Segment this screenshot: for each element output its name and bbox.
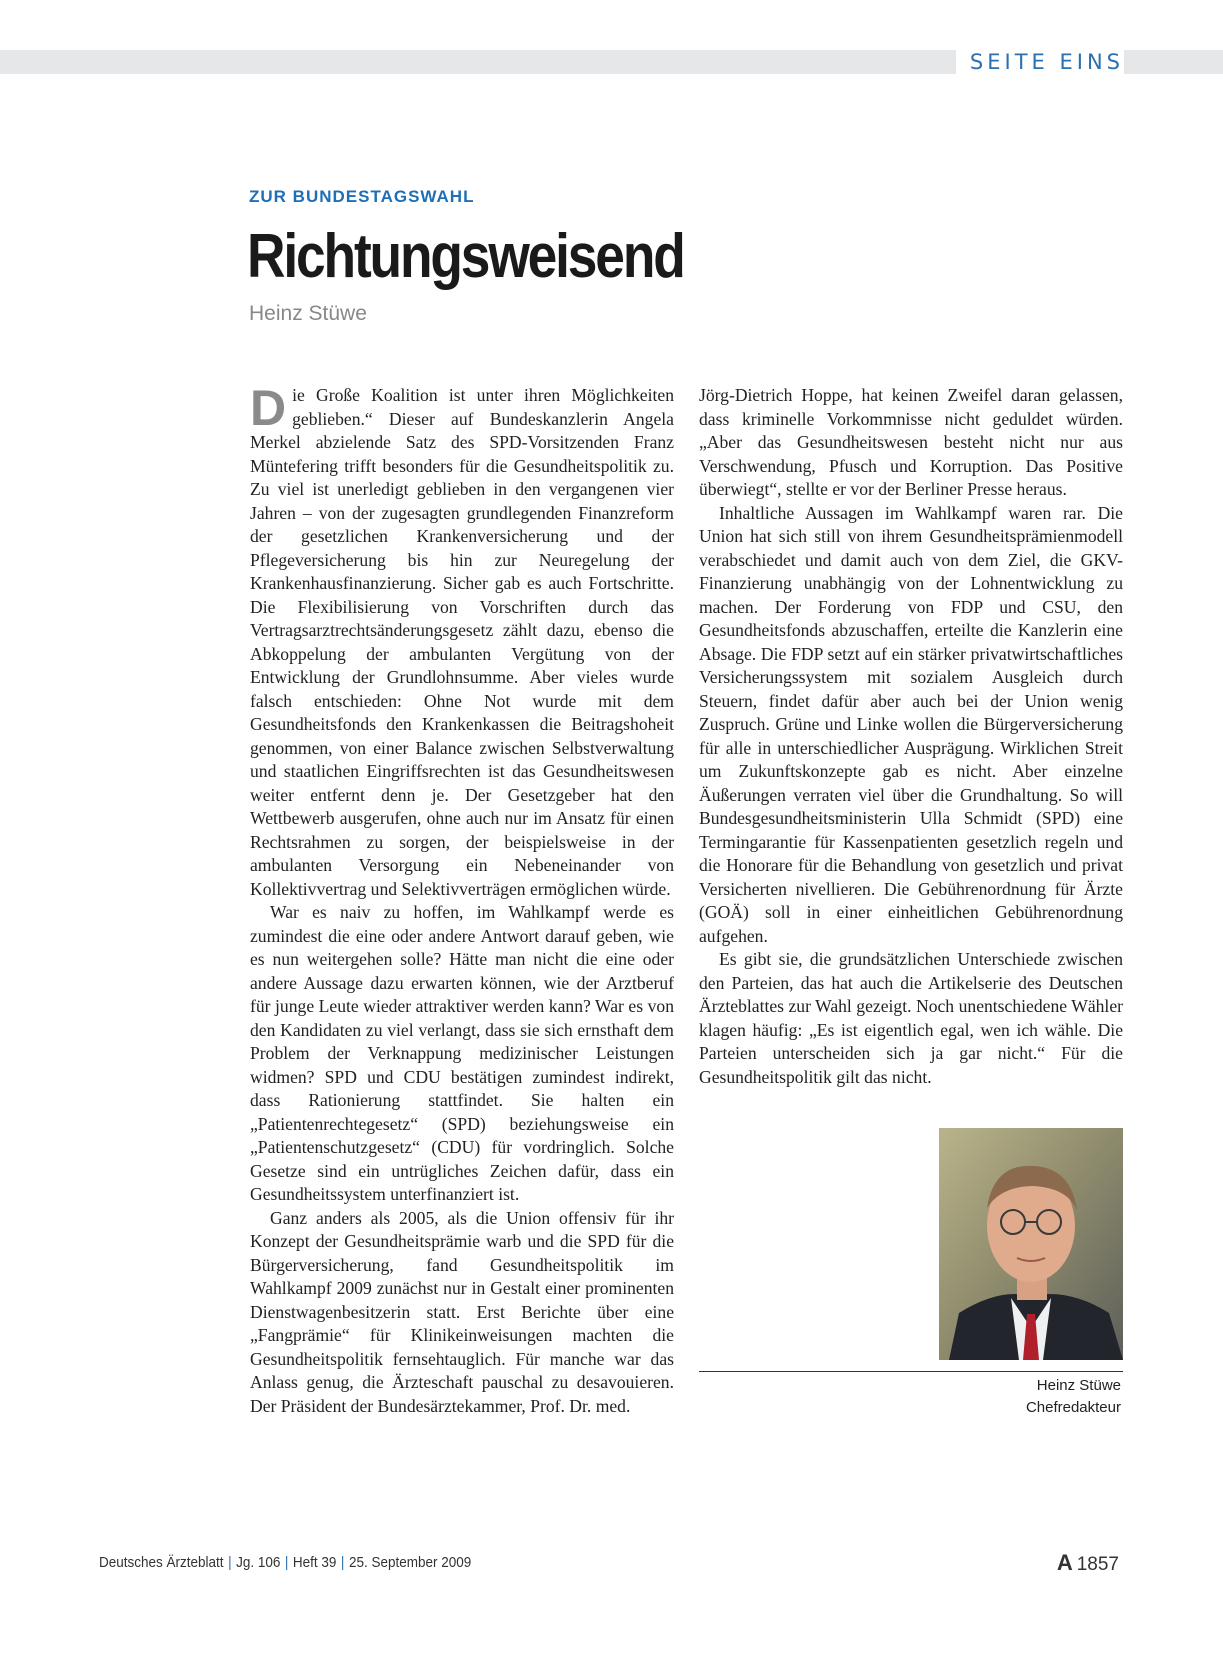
page-number [1057,1550,1119,1576]
caption-name: Heinz Stüwe [1036,1377,1121,1394]
paragraph: Ganz anders als 2005, als die Union offensiv für ihr Konzept der Gesundheitsprämie warb und die SPD für die Bürgerversicherung, fand Gesundheitspolitik im Wahlkampf 2009 zunächst nur in Gestalt einer prominenten Dienstwagenbesitzerin statt. Erst Berichte über eine „Fangprämie“ für Klinikeinweisungen machten die Gesundheitspolitik fernsehtauglich. Für manche war das Anlass genug, die Ärzteschaft pauschal zu desavouieren. Der Präsident der Bundesärztekammer, Prof. Dr. med. [250,1207,674,1416]
footer-publication: Deutsches Ärzteblatt [99,1554,224,1571]
page-number-value: 1857 [1076,1554,1119,1575]
footer-separator: | [340,1554,345,1571]
footer-citation [99,1554,471,1571]
portrait-illustration [939,1128,1123,1360]
caption-role: Chefredakteur [1025,1399,1121,1416]
paragraph: Jörg-Dietrich Hoppe, hat keinen Zweifel daran gelassen, dass kriminelle Vorkommnisse nicht geduldet würden. „Aber das Gesundheitswesen besteht nicht nur aus Verschwendung, Pfusch und Korruption. Das Positive überwiegt“, stellte er vor der Berliner Presse heraus. [699,385,1123,499]
paragraph: War es naiv zu hoffen, im Wahlkampf werde es zumindest die eine oder andere Antwort darauf geben, wie es nun weitergehen solle? Hätte man nicht die eine oder andere Aussage dazu erwarten können, wie der Arztberuf für junge Leute wieder attraktiver werden kann? War es von den Kandidaten zu viel verlangt, dass sie sich ernsthaft dem Problem der Verknappung medizinischer Leistungen widmen? SPD und CDU bestätigen zumindest indirekt, dass Rationierung stattfindet. Sie halten ein „Patientenrechtegesetz“ (SPD) beziehungsweise ein „Patientenschutzgesetz“ (CDU) für vordringlich. Solche Gesetze sind ein untrügliches Zeichen dafür, dass ein Gesundheitssystem unterfinanziert ist. [250,902,674,1204]
photo-caption [1026,1375,1121,1419]
article-headline: Richtungsweisend [247,222,684,291]
paragraph-text: ie Große Koalition ist unter ihren Möglichkeiten geblieben.“ Dieser auf Bundeskanzlerin Angela Merkel abzielende Satz des SPD-Vorsitzenden Franz Müntefering trifft besonders für die Gesundheitspolitik zu. Zu viel ist unerledigt geblieben in den vergangenen vier Jahren – von der zugesagten grundlegenden Finanzreform der gesetzlichen Krankenversicherung und der Pflegeversicherung bis hin zur Neuregelung der Krankenhausfinanzierung. Sicher gab es auch Fortschritte. Die Flexibilisierung von Vorschriften durch das Vertragsarztrechtsänderungsgesetz zählt dazu, ebenso die Abkoppelung der ambulanten Vergütung von der Entwicklung der Grundlohnsumme. Aber vieles wurde falsch entschieden: Ohne Not wurde mit dem Gesundheitsfonds den Krankenkassen die Beitragshoheit genommen, von einer Balance zwischen Selbstverwaltung und staatlichen Eingriffsrechten ist das Gesundheitswesen weiter entfernt denn je. Der Gesetzgeber hat den Wettbewerb ausgerufen, ohne auch nur im Ansatz für einen Rechtsrahmen zu sorgen, der beispielsweise in der ambulanten Versorgung ein Nebeneinander von Kollektivvertrag und Selektivverträgen ermöglichen würde. [250,385,674,899]
footer-issue: Heft 39 [292,1554,337,1571]
footer-separator: | [284,1554,289,1571]
footer-date: 25. September 2009 [348,1554,472,1571]
article-author: Heinz Stüwe [249,302,367,325]
page-prefix: A [1056,1550,1073,1575]
paragraph [250,380,674,901]
footer-separator: | [228,1554,232,1571]
drop-cap: D [250,380,287,436]
footer-volume: Jg. 106 [236,1554,281,1571]
article-column-right [699,384,1123,1089]
article-kicker: ZUR BUNDESTAGSWAHL [249,187,475,206]
article-column-left [250,380,674,1418]
paragraph: Es gibt sie, die grundsätzlichen Unterschiede zwischen den Parteien, das hat auch die Artikelserie des Deutschen Ärzteblattes zur Wahl gezeigt. Noch unentschiedene Wähler klagen häufig: „Es ist eigentlich egal, wen ich wähle. Die Parteien unterscheiden sich ja gar nicht.“ Für die Gesundheitspolitik gilt das nicht. [699,949,1123,1087]
section-label: SEITE EINS [956,47,1124,77]
paragraph: Inhaltliche Aussagen im Wahlkampf waren rar. Die Union hat sich still von ihrem Gesundheitsprämienmodell verabschiedet und damit auch von dem Ziel, die GKV-Finanzierung unabhängig von der Lohnentwicklung zu machen. Der Forderung von FDP und CSU, den Gesundheitsfonds abzuschaffen, erteilte die Kanzlerin eine Absage. Die FDP setzt auf ein stärker privatwirtschaftliches Versicherungssystem mit sozialem Ausgleich durch Steuern, findet dafür aber auch bei der Union wenig Zuspruch. Grüne und Linke wollen die Bürgerversicherung für alle in unterschiedlicher Ausprägung. Wirklichen Streit um Zukunftskonzepte gab es nicht. Aber einzelne Äußerungen verraten viel über die Grundhaltung. So will Bundesgesundheitsministerin Ulla Schmidt (SPD) eine Termingarantie für Kassenpatienten gesetzlich regeln und die Honorare für die Behandlung von gesetzlich und privat Versicherten nivellieren. Die Gebührenordnung für Ärzte (GOÄ) soll in einer einheitlichen Gebührenordnung aufgehen. [699,502,1123,946]
author-portrait [939,1128,1123,1360]
caption-divider [699,1371,1123,1372]
